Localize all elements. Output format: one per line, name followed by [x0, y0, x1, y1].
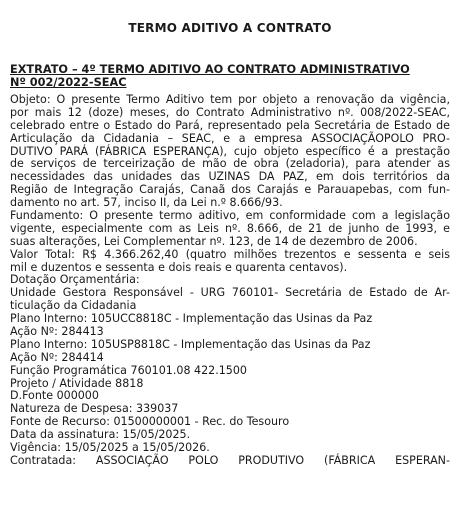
- fundamento-line: Fundamento: O presente termo aditivo, em conformidade com a legislação: [10, 209, 450, 223]
- extract-heading: [10, 64, 450, 90]
- vigencia: Vigência: 15/05/2025 a 15/05/2026.: [10, 441, 210, 455]
- dotacao-header: Dotação Orçamentária:: [10, 273, 140, 287]
- fundamento-line: suas alterações, Lei Complementar nº. 123, de 14 de dezembro de 2006.: [10, 234, 418, 248]
- data-assinatura: Data da assinatura: 15/05/2025.: [10, 428, 191, 442]
- unidade-gestora-line: ticulação da Cidadania: [10, 299, 137, 313]
- objeto-line: damento no art. 57, inciso II, da Lei n.º 8.666/93.: [10, 196, 283, 210]
- objeto-line: Articulação da Cidadania – SEAC, e a empresa ASSOCIAÇÃOPOLO PRO-: [10, 131, 450, 145]
- contratada: Contratada: ASSOCIAÇÃO POLO PRODUTIVO (FÁBRICA ESPERAN-: [10, 453, 450, 467]
- fundamento-paragraph: [10, 210, 450, 249]
- fundamento-line: vigente, especialmente com as Leis nº. 8.666, de 21 de junho de 1993, e: [10, 221, 450, 235]
- d-fonte: D.Fonte 000000: [10, 389, 99, 403]
- valor-line: Valor Total: R$ 4.366.262,40 (quatro milhões trezentos e sessenta e seis: [10, 247, 450, 261]
- objeto-line: DUTIVO PARÁ (FÁBRICA ESPERANÇA), cujo objeto específico é a prestação: [10, 144, 450, 158]
- objeto-paragraph: [10, 94, 450, 210]
- dotacao-section: [10, 274, 450, 429]
- objeto-line: Região de Integração Carajás, Canaã dos Carajás e Parauapebas, com fun-: [10, 183, 450, 197]
- objeto-line: Objeto: O presente Termo Aditivo tem por objeto a renovação da vigência,: [10, 93, 450, 106]
- objeto-line: de serviços de terceirização de mão de obra (zeladoria), para atender as: [10, 157, 450, 171]
- extract-body: [10, 94, 450, 468]
- objeto-line: necessidades das unidades das UZINAS DA PAZ, em dois territórios da: [10, 170, 450, 184]
- acao-2: Ação Nº: 284414: [10, 350, 104, 364]
- natureza-despesa: Natureza de Despesa: 339037: [10, 402, 179, 416]
- fonte-recurso: Fonte de Recurso: 01500000001 - Rec. do Tesouro: [10, 415, 290, 429]
- extract-heading-line-1: EXTRATO – 4º TERMO ADITIVO AO CONTRATO ADMINISTRATIVO: [10, 63, 410, 76]
- plano-interno-1: Plano Interno: 105UCC8818C - Implementação das Usinas da Paz: [10, 312, 373, 326]
- funcao-programatica: Função Programática 760101.08 422.1500: [10, 363, 247, 377]
- plano-interno-2: Plano Interno: 105USP8818C - Implementação das Usinas da Paz: [10, 337, 371, 351]
- valor-paragraph: [10, 249, 450, 275]
- extract-heading-line-2: Nº 002/2022-SEAC: [10, 75, 127, 89]
- acao-1: Ação Nº: 284413: [10, 325, 104, 339]
- valor-line: mil e duzentos e sessenta e dois reais e quarenta centavos).: [10, 260, 348, 274]
- document-title: TERMO ADITIVO A CONTRATO: [128, 21, 332, 35]
- objeto-line: celebrado entre o Estado do Pará, representado pela Secretária de Estado de: [10, 118, 450, 132]
- projeto-atividade: Projeto / Atividade 8818: [10, 376, 144, 390]
- objeto-line: por mais 12 (doze) meses, do Contrato Administrativo nº. 008/2022-SEAC,: [10, 105, 450, 119]
- unidade-gestora-line: Unidade Gestora Responsável - URG 760101- Secretária de Estado de Ar-: [10, 286, 450, 300]
